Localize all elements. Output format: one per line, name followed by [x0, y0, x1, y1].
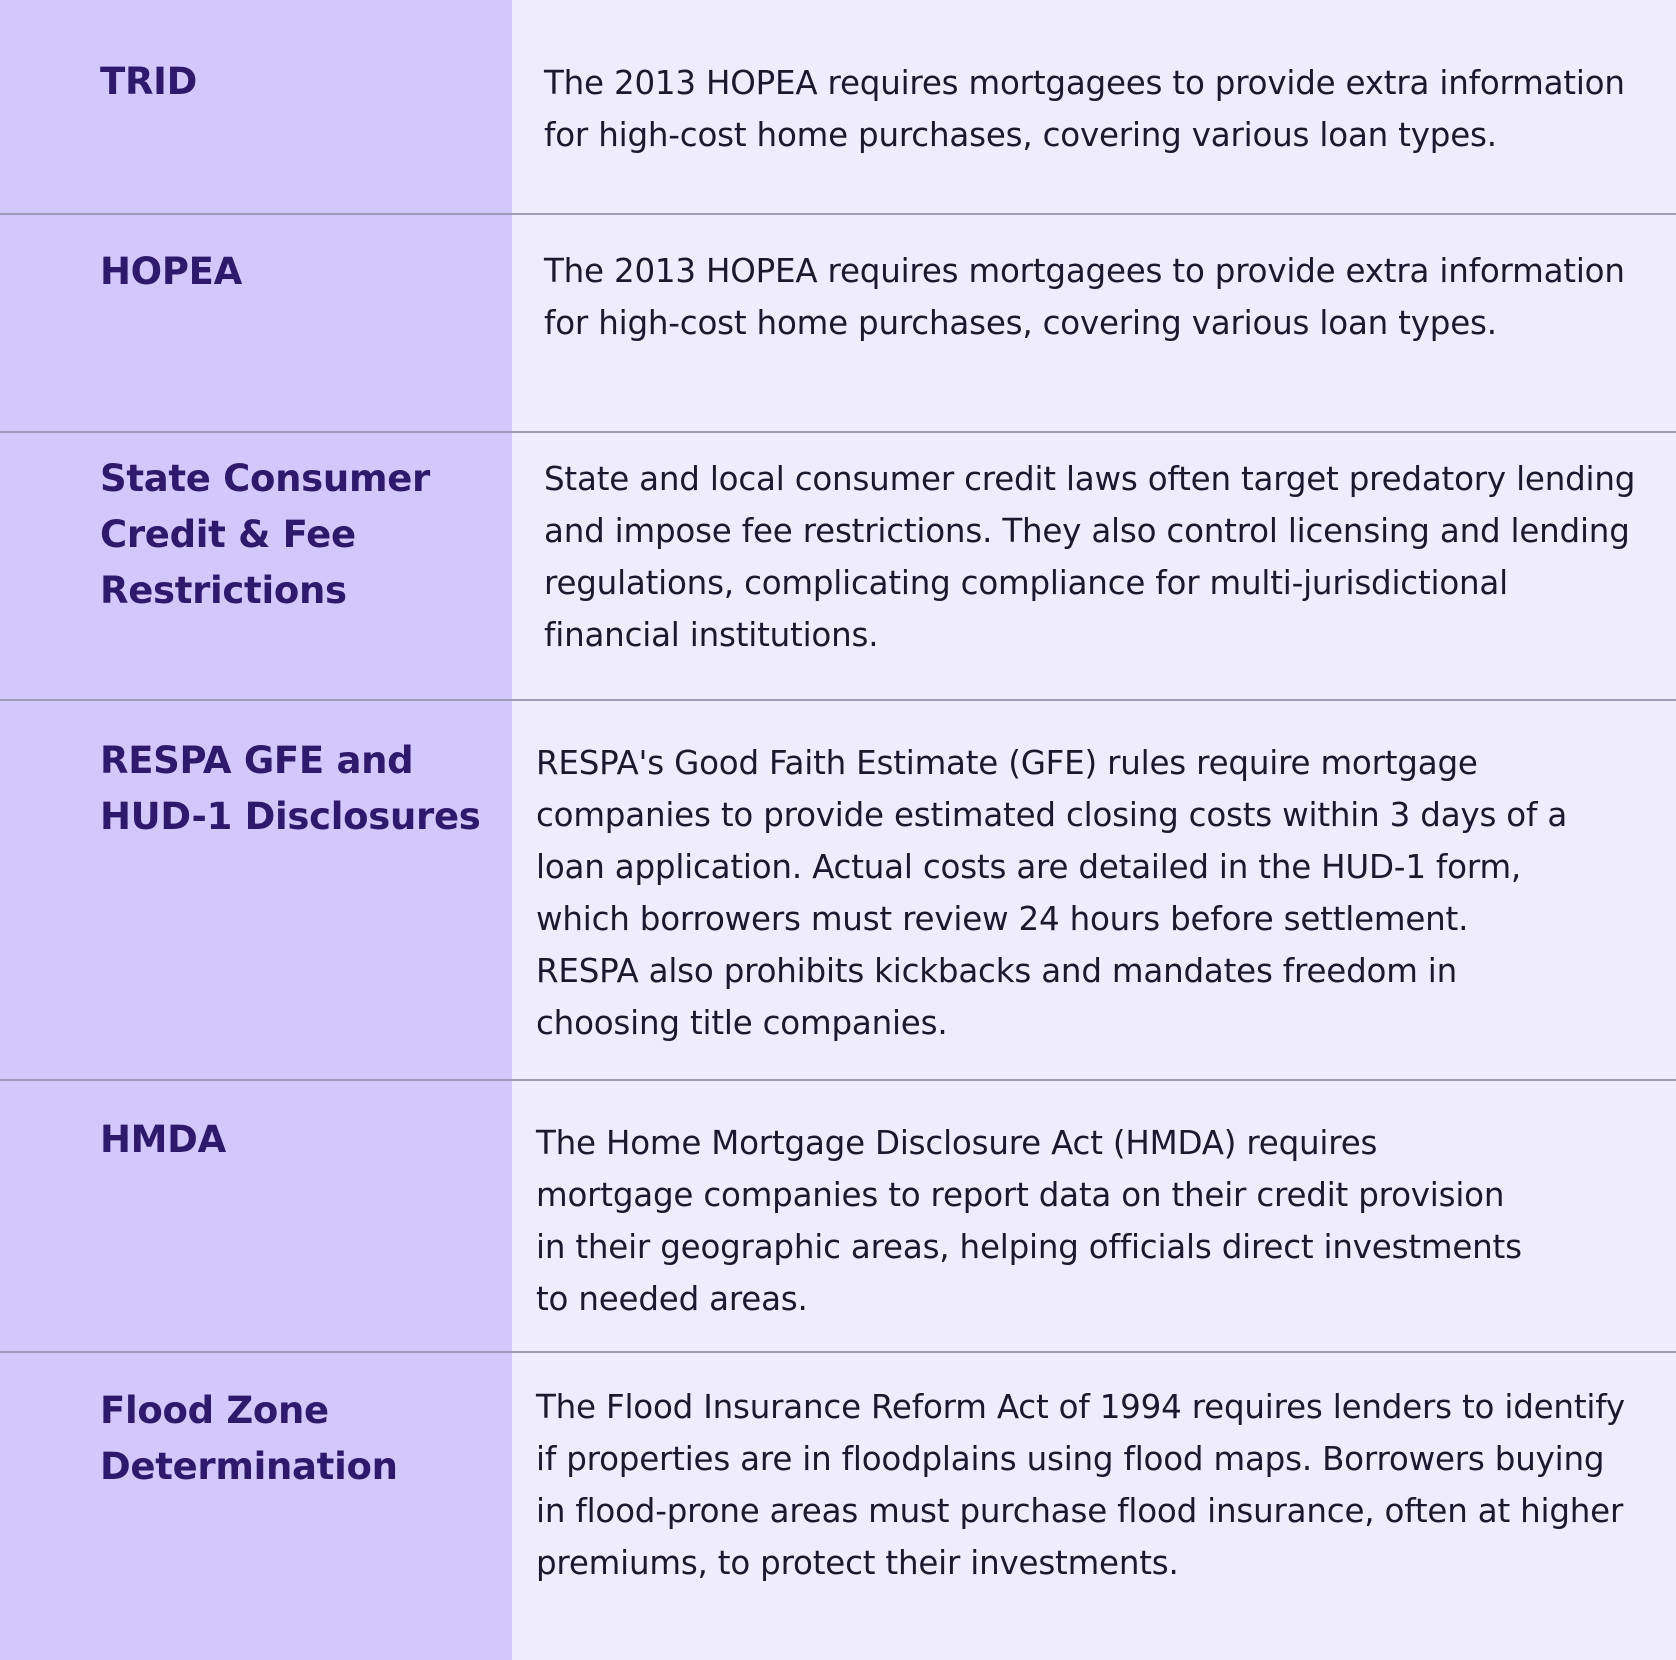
- description-cell: [512, 1353, 1676, 1660]
- description-text: The 2013 HOPEA requires mortgagees to provide extra information for high-cost home purchases, covering various loan types.: [544, 64, 1625, 154]
- description-cell: [512, 215, 1676, 431]
- description-text: The 2013 HOPEA requires mortgagees to provide extra information for high-cost home purchases, covering various loan types.: [544, 252, 1625, 342]
- term-label: Flood Zone Determination: [100, 1389, 398, 1488]
- description-cell: [512, 1081, 1676, 1351]
- description-text: The Home Mortgage Disclosure Act (HMDA) requires mortgage companies to report data on their credit provision in their geographic areas, helping officials direct investments to needed areas.: [536, 1124, 1522, 1318]
- term-label: HOPEA: [100, 250, 242, 293]
- description-text: The Flood Insurance Reform Act of 1994 requires lenders to identify if properties are in floodplains using flood maps. Borrowers buying in flood-prone areas must purchase flood insurance, often at higher premiums, to protect their investments.: [536, 1388, 1625, 1582]
- term-cell: [0, 1353, 512, 1660]
- term-label: HMDA: [100, 1118, 226, 1161]
- table-row: [0, 701, 1676, 1081]
- term-cell: [0, 215, 512, 431]
- description-cell: [512, 433, 1676, 699]
- term-cell: [0, 433, 512, 699]
- term-label: RESPA GFE and HUD-1 Disclosures: [100, 739, 481, 838]
- description-text: State and local consumer credit laws often target predatory lending and impose fee restrictions. They also control licensing and lending regulations, complicating compliance for multi-jurisdictional financial institutions.: [544, 460, 1636, 654]
- description-cell: [512, 701, 1676, 1079]
- table-row: [0, 1353, 1676, 1660]
- description-text: RESPA's Good Faith Estimate (GFE) rules require mortgage companies to provide estimated closing costs within 3 days of a loan application. Actual costs are detailed in the HUD-1 form, which borrowers must review 24 hours before settlement. RESPA also prohibits kickbacks and mandates freedom in choosing title companies.: [536, 744, 1568, 1042]
- table-row: [0, 0, 1676, 215]
- term-cell: [0, 701, 512, 1079]
- term-label: State Consumer Credit & Fee Restrictions: [100, 457, 430, 612]
- term-cell: [0, 1081, 512, 1351]
- term-cell: [0, 0, 512, 213]
- table-row: [0, 215, 1676, 433]
- table-row: [0, 433, 1676, 701]
- term-label: TRID: [100, 60, 198, 103]
- description-cell: [512, 0, 1676, 213]
- table-row: [0, 1081, 1676, 1353]
